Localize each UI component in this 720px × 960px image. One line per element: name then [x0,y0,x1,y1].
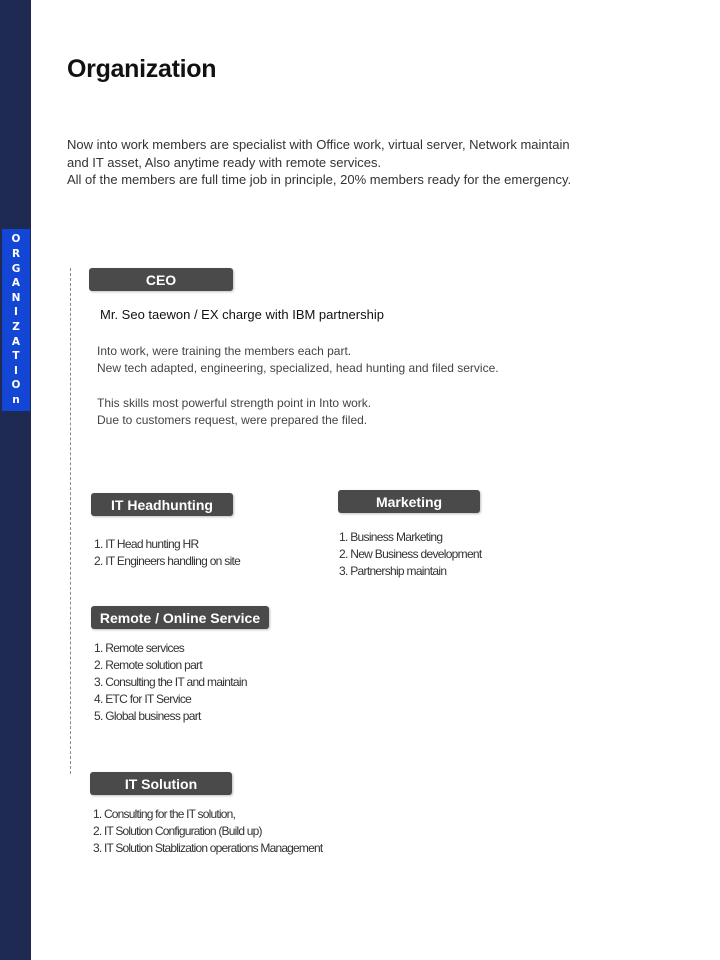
intro-line: and IT asset, Also anytime ready with remote services. [67,154,382,170]
side-letter: T [12,350,20,363]
list-item: 3. Consulting the IT and maintain [94,675,247,689]
side-letter: G [11,262,21,275]
ceo-desc-line: Due to customers request, were prepared the filed. [97,413,368,427]
list-item: 1. Remote services [94,641,185,655]
it-headhunting-label: IT Headhunting [91,493,233,516]
list-item: 2. IT Solution Configuration (Build up) [93,824,262,838]
list-item: 2. IT Engineers handling on site [94,554,241,568]
ceo-description [97,343,499,429]
side-letter: n [12,393,20,406]
list-item: 1. Consulting for the IT solution, [93,807,236,821]
intro-paragraph [67,136,667,189]
it-headhunting-list [94,536,240,570]
side-letter: I [14,364,18,377]
remote-service-label: Remote / Online Service [91,606,269,629]
list-item: 3. IT Solution Stablization operations Management [93,841,323,855]
list-item: 1. Business Marketing [339,530,443,544]
remote-service-list [94,640,247,725]
list-item: 1. IT Head hunting HR [94,537,199,551]
ceo-desc-line: This skills most powerful strength point in Into work. [97,396,372,410]
side-letter: A [11,277,21,290]
marketing-list [339,529,482,580]
ceo-label: CEO [89,268,233,291]
marketing-label: Marketing [338,490,480,513]
intro-line: All of the members are full time job in principle, 20% members ready for the emergency. [67,172,572,188]
side-tab-organization [2,229,30,411]
org-connector-line [70,268,71,774]
side-letter: O [11,233,21,246]
side-letter: Z [12,321,20,333]
list-item: 3. Partnership maintain [339,564,447,578]
side-letter: A [11,335,21,348]
list-item: 5. Global business part [94,709,201,723]
list-item: 2. New Business development [339,547,482,561]
ceo-desc-line: Into work, were training the members each part. [97,344,352,358]
it-solution-label: IT Solution [90,772,232,795]
intro-line: Now into work members are specialist with Office work, virtual server, Network maintain [67,137,570,152]
page-title: Organization [67,55,217,83]
ceo-desc-line: New tech adapted, engineering, specialized, head hunting and filed service. [97,361,499,375]
it-solution-list [93,806,322,857]
ceo-name: Mr. Seo taewon / EX charge with IBM partnership [100,307,384,322]
side-letter: N [11,291,21,304]
side-bar [0,0,31,960]
side-letter: R [11,248,21,261]
list-item: 2. Remote solution part [94,658,202,672]
side-letter: O [11,379,21,392]
side-letter: I [14,306,18,319]
list-item: 4. ETC for IT Service [94,692,192,706]
